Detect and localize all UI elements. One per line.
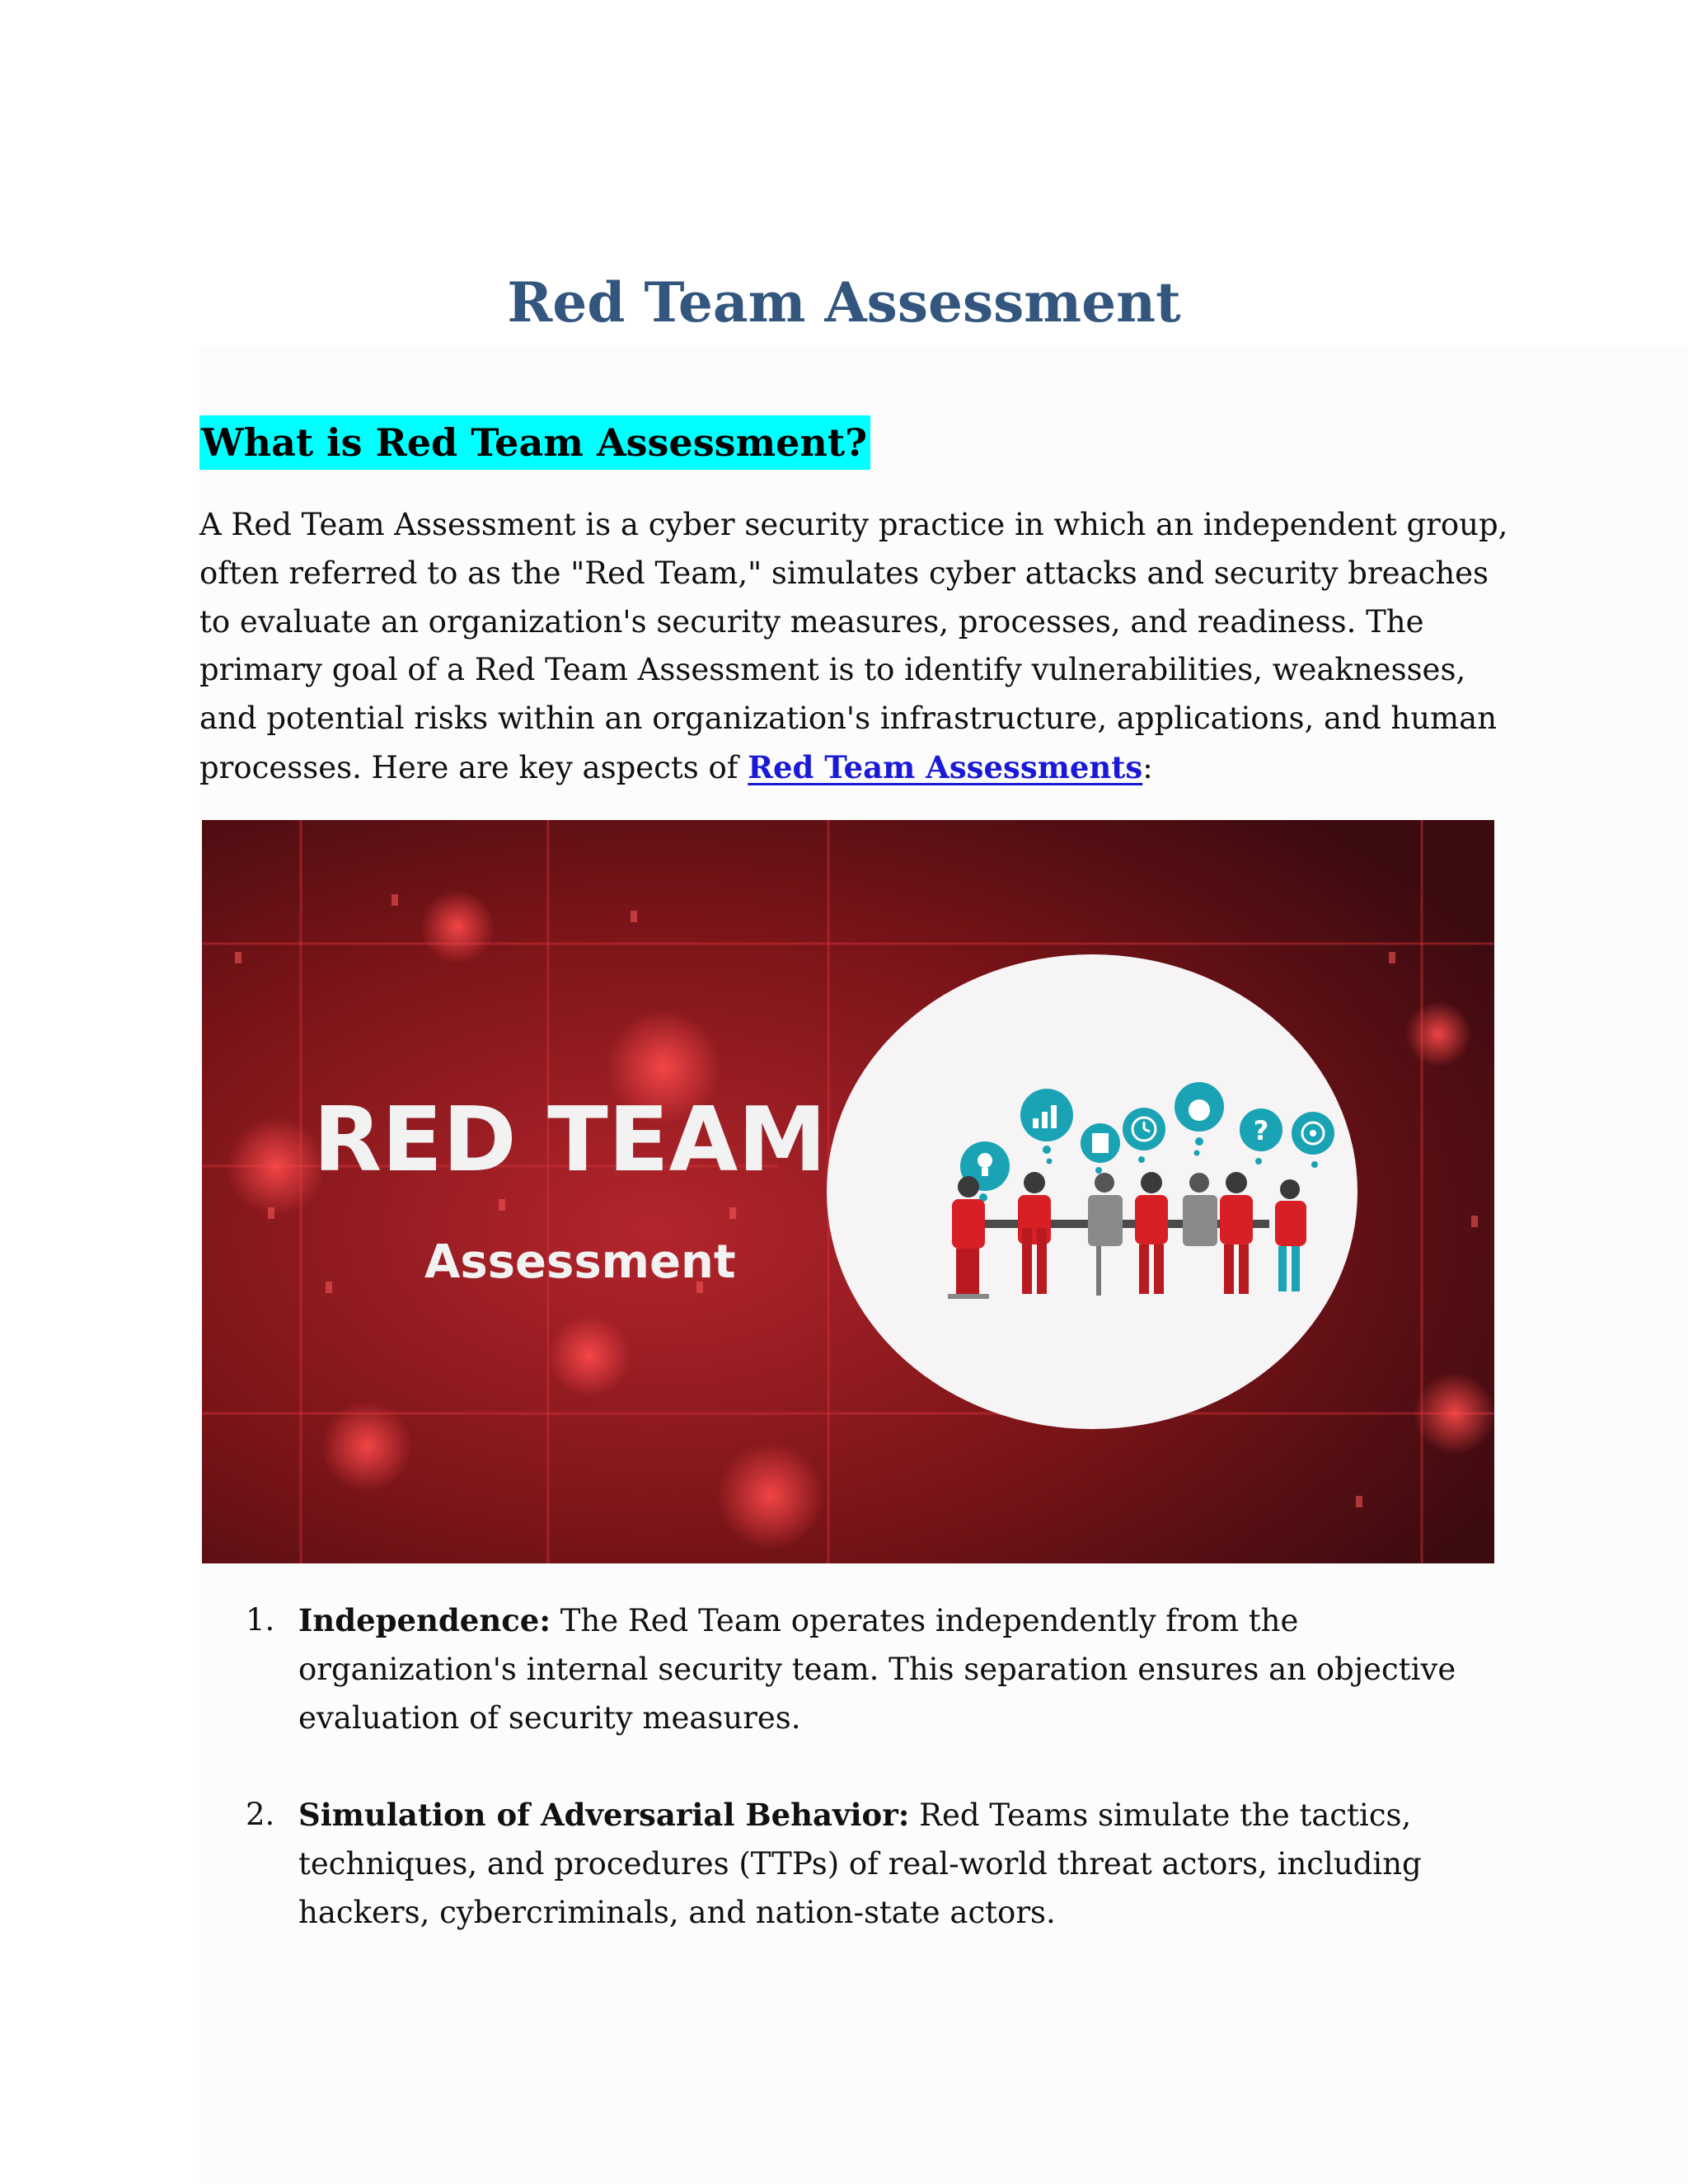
list-item-number: 2.: [246, 1797, 275, 1833]
intro-last-prefix: processes. Here are key aspects of: [199, 749, 748, 785]
list-item: [199, 1596, 1601, 1742]
meeting-circle: [827, 954, 1357, 1429]
intro-line-last: [199, 743, 1518, 793]
hero-title: RED TEAM: [313, 1089, 827, 1192]
list-item-text: Red Teams simulate the tactics,: [909, 1797, 1412, 1834]
svg-text:?: ?: [1253, 1115, 1269, 1146]
list-item-line: hackers, cybercriminals, and nation-state actors.: [298, 1894, 1056, 1930]
intro-last-suffix: :: [1142, 749, 1153, 785]
list-item-line: techniques, and procedures (TTPs) of real-world threat actors, including: [298, 1845, 1422, 1882]
document-title: Red Team Assessment: [507, 270, 1181, 335]
list-item-first-line: [298, 1596, 1601, 1646]
intro-line: A Red Team Assessment is a cyber security practice in which an independent group,: [199, 507, 1508, 542]
hero-image: [202, 820, 1494, 1563]
list-item-line: evaluation of security measures.: [298, 1699, 801, 1736]
list-item-term: Simulation of Adversarial Behavior:: [298, 1797, 910, 1834]
intro-line: primary goal of a Red Team Assessment is to identify vulnerabilities, weaknesses,: [199, 652, 1466, 688]
intro-line: and potential risks within an organization's infrastructure, applications, and human: [199, 701, 1498, 737]
list-item-first-line: [298, 1791, 1601, 1840]
list-item-number: 1.: [246, 1602, 275, 1638]
list-item-text: The Red Team operates independently from the: [550, 1603, 1299, 1638]
list-item-term: Independence:: [298, 1602, 551, 1638]
red-team-assessments-link[interactable]: Red Team Assessments: [748, 748, 1143, 785]
list-item-line: organization's internal security team. This separation ensures an objective: [298, 1651, 1456, 1687]
key-aspects-list: [199, 1596, 1601, 1985]
intro-line: to evaluate an organization's security measures, processes, and readiness. The: [199, 603, 1424, 640]
intro-paragraph: [199, 501, 1518, 793]
section-heading: What is Red Team Assessment?: [199, 415, 870, 470]
intro-line: often referred to as the "Red Team," simulates cyber attacks and security breaches: [199, 555, 1489, 591]
hero-subtitle: Assessment: [424, 1235, 736, 1289]
hero-illustration: [202, 820, 1494, 1563]
list-item: [199, 1791, 1601, 1937]
